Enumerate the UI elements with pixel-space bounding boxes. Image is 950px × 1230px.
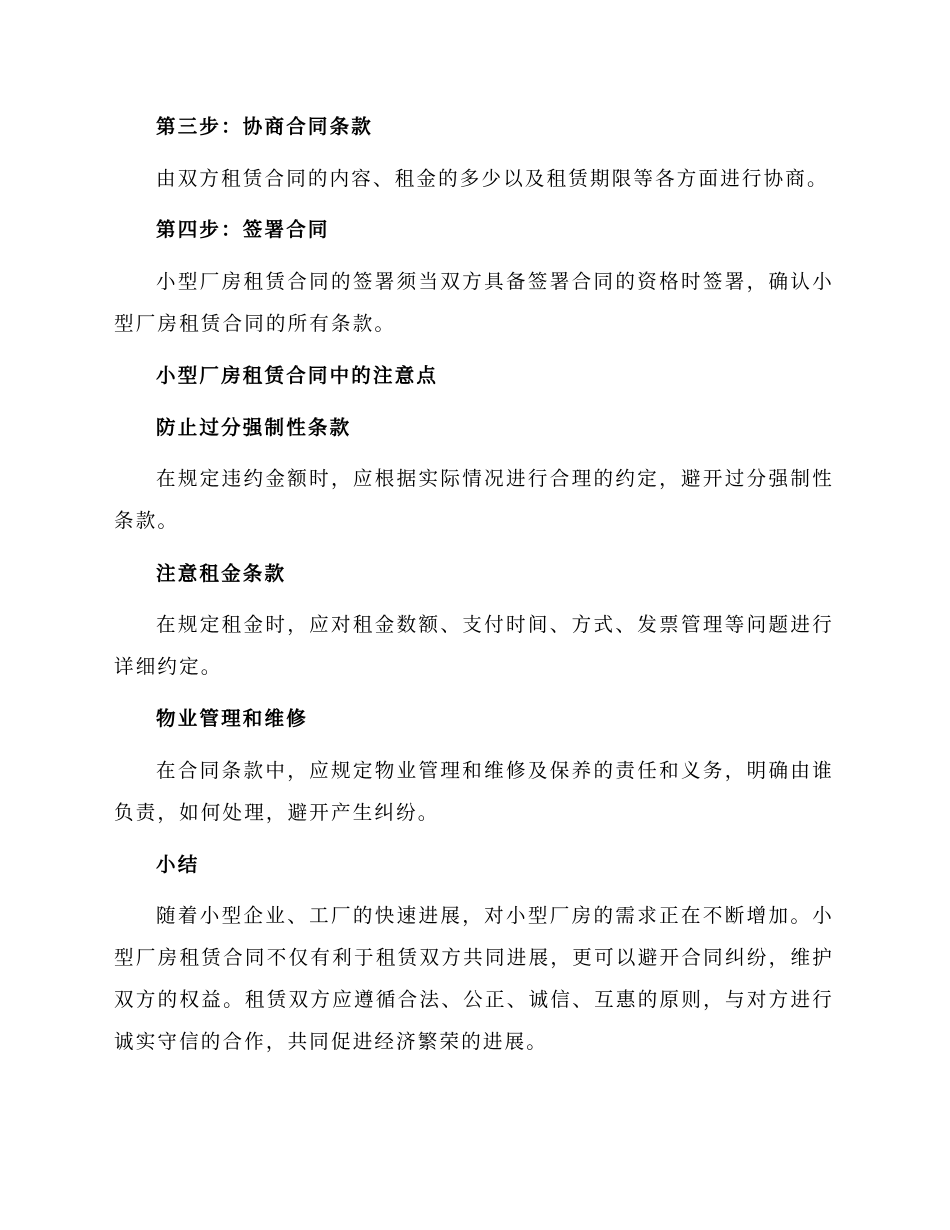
section-heading-summary: 小结 [156, 853, 200, 876]
section-heading-avoid-excessive-terms: 防止过分强制性条款 [156, 416, 352, 439]
section-body-step-three: 由双方租赁合同的内容、租金的多少以及租赁期限等各方面进行协商。 [156, 167, 829, 190]
section-body-avoid-excessive-terms: 在规定违约金额时，应根据实际情况进行合理的约定，避开过分强制性条款。 [114, 467, 834, 532]
section-body-summary: 随着小型企业、工厂的快速进展，对小型厂房的需求正在不断增加。小型厂房租赁合同不仅有利于租赁双方共同进展，更可以避开合同纠纷，维护双方的权益。租赁双方应遵循合法、公正、诚信、互惠的原则，与对方进行诚实守信的合作，共同促进经济繁荣的进展。 [114, 904, 834, 1053]
section-heading-property-maintenance: 物业管理和维修 [156, 707, 308, 730]
section-heading-step-three: 第三步：协商合同条款 [156, 115, 374, 138]
section-heading-rent-terms: 注意租金条款 [156, 562, 287, 585]
section-heading-step-four: 第四步：签署合同 [156, 218, 330, 241]
section-body-property-maintenance: 在合同条款中，应规定物业管理和维修及保养的责任和义务，明确由谁负责，如何处理，避开产生纠纷。 [114, 759, 834, 824]
section-body-rent-terms: 在规定租金时，应对租金数额、支付时间、方式、发票管理等问题进行详细约定。 [114, 613, 834, 678]
section-heading-notes: 小型厂房租赁合同中的注意点 [156, 364, 439, 387]
section-body-step-four: 小型厂房租赁合同的签署须当双方具备签署合同的资格时签署，确认小型厂房租赁合同的所有条款。 [114, 270, 834, 335]
